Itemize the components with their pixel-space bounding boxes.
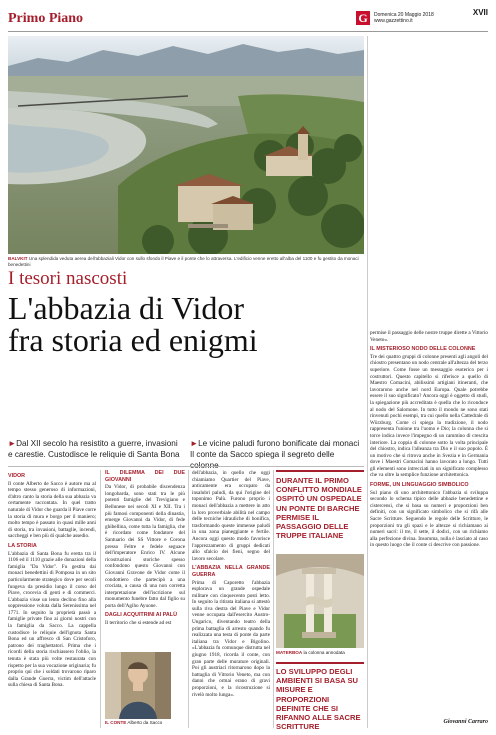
headline-line: fra storia ed enigmi [8,322,258,358]
headline [8,292,364,356]
paragraph: Tre dei quattro gruppi di colonne presenti agli angoli del chiostro presentano un nodo centrale all'altezza del terzo superiore. Come fosse un messaggio esoterico per i costruttori. Questo capitello si riferisce a quello di Maestro Comacini, abilissimi artigiani itineranti, che lavorarono anche nel nord Europa. Quale potrebbe essere il suo significato? Ancora oggi è oggetto di studi, la spiegazione più accreditata è quella che lo riconduce al nodo del Salomone. In tutto il mondo ne sono stati rinvenuti pochi esempi, tra cui quello nella Cattedrale di Würzburg. Come ci spiega la tradizione, il nodo rappresenta l'unione tra l'uomo e Dio; la colonna che si torce indica invece l'impegno di un cammino di crescita interiore. La coppia di colonne sotto la volta principale del chiostro, indica l'alleanza tra Dio e il suo popolo. È un motivo che si ritrova anche in Svezia e in Germania dove i Maestri Comacini hanno lavorato a lungo. Tutti gli elementi sono intrecciati in un significato complesso che va oltre la semplice funzione architettonica. [370,353,488,479]
paragraph: Sul piano di uno architettonico l'abbazia si sviluppa secondo lo schema tipico delle abbazie benedettine e cistercensi, che si basa su numeri e proporzioni ben definiti, con un significato simbolico che si rifà alle Sacre Scritture. Seguendo le regole delle Scritture, le proporzioni tra gli spazi e le altezze si richiamano ai numeri sacri: il tre, il sette, il dodici, con un richiamo alla perfezione divina. Insomma, nulla è lasciato al caso in questo luogo che il conte ci descrive con passione. [370,489,488,549]
paragraph: L'abbazia di Santa Bona fu eretta tra il 1106 ed il 1110 grazie alle donazioni della famiglia "Da Vidor". Fu gestita dai monaci benedettini di Pomposa in un sito particolarmente strategico dove per secoli fungeva da presidio lungo il corso del Piave, crocevia di genti e di commerci. L'abbazia visse un lento declino fino alla soppressione voluta dalla Serenissima nel 1771. In seguito la proprietà passò a famiglie private fino ai giorni nostri con la famiglia da Sacco. La cappella custodisce le reliquie dell'ignota Santa Bona ed un affresco di San Cristoforo, patrono dei traghettatori. Prima che i ricordi della storia rischiassero l'oblio, la tenuta è stata più volte restaurata con rispetto per la sua vocazione originaria; fu proprio qui che i soldati trovarono riparo dalla Grande Guerra, victim dell'attacle sulla chiesa di Santa Bona. [8,550,96,689]
column-divider [188,470,189,728]
subheading: IL MISTERIOSO NODO DELLE COLONNE [370,346,476,353]
deck-left [8,438,180,460]
subheading: DAGLI ACQUITRINI AI PALÙ [105,612,177,619]
dateline [374,12,434,24]
headline-line: L'abbazia di Vidor [8,290,245,326]
page-header [8,8,488,30]
triangle-bullet-icon: ► [8,439,17,448]
page-number: XVII [472,8,488,17]
deck-text: Dal XII secolo ha resistito a guerre, invasioni e carestie. Custodisce le reliquie di Santa Bona [8,439,180,459]
column-photo-caption-label: MATERBOA [276,650,303,655]
article-column-2 [105,470,185,648]
article-column-1 [8,470,96,730]
subheading: LA STORIA [8,542,37,549]
kicker: I tesori nascosti [8,268,128,289]
pull-quote-lower: LO SVILUPPO DEGLI AMBIENTI SI BASA SU MISURE E PROPORZIONI DEFINITE CHE SI RIFANNO ALLE SACRE SCRITTURE [276,667,361,732]
pull-quote-rule [276,470,364,472]
pull-quote-rule [276,662,364,664]
issue-date: Domenica 20 Maggio 2018 [374,12,434,18]
paragraph: Il conte Alberto de Sacco è autore ma al tempo stesso generoso di informazioni, d'altro canto la storia della sua abbazia va certamente raccontata. In quel tratto naturale di Vidor che guarda il Piave corre la storia di mura e borgo per il maniero; molto tempo è passato in quasi mille anni di storia, tra invasioni, battaglie, incendi, saccheggi e ben più di qualche assedio. [8,480,96,540]
paragraph: Da Vidor, di probabile discendenza longobarda, sono stati tra le più potenti famiglie del Trevigiano e Bellunese nei secoli XI e XII. Tra i più famosi componenti della dinastia, emerge Giovanni da Vidor, di fede ghibellina, come tutta la famiglia, che è ricordato come fondatore del Santuario dei SS Vittore e Corona presso Feltre e fedele seguace dell'imperatore Enrico IV. Alcune ricostruzioni storiche spesso confondono questo Giovanni con Giovanni Gravone de Vidor come il condottiero che partecipò a una crociata, a causa di una non corretta interpretazione dell'iscrizione sul monumento funebre fatto dal figlio su porta dell'Agiho Ayuone. [105,484,185,609]
column-divider [367,36,368,728]
column-divider [100,470,101,728]
triangle-bullet-icon: ► [190,439,199,448]
paragraph: Il territorio che si estende ad est [105,620,172,627]
paragraph: permise il passaggio delle nostre truppe dirette a Vittorio Veneto». [370,330,488,343]
count-portrait-photo [105,652,171,719]
photo-caption [8,256,364,268]
column-divider [273,470,274,728]
pull-quote-upper: DURANTE IL PRIMO CONFLITTO MONDIALE OSPITÒ UN OSPEDALE UN PONTE DI BARCHE PERMISE IL PASSAGGIO DELLE TRUPPE ITALIANE [276,476,362,541]
column-photo-caption [276,650,345,655]
deck-rule [8,466,364,467]
column-photo-caption-text: la colonna annodata [302,650,345,655]
deck-text: Le vicine paludi furono bonificate dai monaci Il conte da Sacco spiega il segreto delle colonne [190,439,360,470]
subheading: L'ABBAZIA NELLA GRANDE GUERRA [192,565,270,578]
photo-caption-label: BALVKIT [8,256,28,261]
site-url[interactable]: www.gazzettino.it [374,18,413,24]
photo-caption-text: Una splendida veduta aerea dell'abbaziali Vidor con sullo sfondo il Piave e il ponte che lo attraversa. L'edificio venne eretto all'alba del 1100 e fu gestito da monaci benedettini [8,256,359,267]
paragraph: Prima di Caporetto l'abbazia esplorava un grande ospedale militare con cinquecento posti letto. In seguito la ritirata italiana si attestò sulla riva destra del Piave e Vidor venne occupata dall'esercito Austro-Ungarico, diventando teatro della prima battaglia di arresto quando fu realizzata una testa di ponte da parte italiana tra Vidor e Bigolino. «L'abbazia fu comunque distrutta nel giugno 1918, ricorda il conte, con gran parte delle murature originali. Poi gli austriaci ritornarono dopo la battaglia di Vittorio Veneto, ma con danni che ormai erano di gravi proporzioni, e la ricostruzione si rivelò molto lunga». [192,579,270,698]
article-column-5 [370,330,488,716]
abbey-aerial-photo [8,36,364,254]
portrait-caption-text: Alberto da Sacco [126,720,163,725]
subheading: FORME, UN LINGUAGGIO SIMBOLICO [370,482,469,489]
section-title: Primo Piano [8,11,84,26]
paragraph: dell'abbazia, in quello che oggi chiamiamo Quartier del Piave, anticamente era occupato da insalubri paludi, da qui l'origine del toponimo Palù. Furono proprio i monaci dell'abbazia a mettere in atto la loro proverbiale abilità nel campo delle tecniche idrauliche di bonifica, trasformando queste immense paludi in una zona pianeggiante e fertile. Ancora oggi questo modo favorisce l'apprezzamento di gruppi dedicati allo sfalcio dei fieni, segno del lavoro secolare. [192,470,270,562]
portrait-caption [105,720,162,725]
portrait-caption-label: IL CONTE [105,720,127,725]
article-author: Giovanni Carraro [443,719,488,725]
article-column-3 [192,470,270,728]
knotted-column-photo [276,554,364,648]
newspaper-logo: G [356,11,370,25]
subheading: IL DILEMMA DEI DUE GIOVANNI [105,470,185,483]
byline-location: VIDOR [8,473,26,479]
header-rule [8,31,488,32]
